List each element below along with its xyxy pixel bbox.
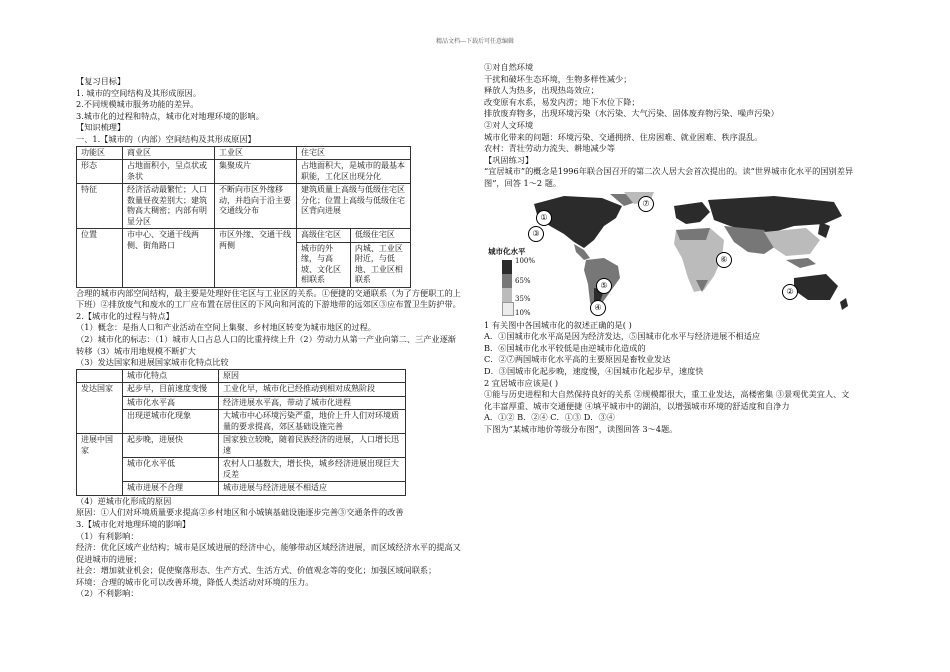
text-line: ①能与历史进程和大自然保持良好的关系 ②规模都很大，重工业发达，高楼密集 ③景观优美宜人、文 xyxy=(484,389,850,400)
table-cell: 出现逆城市化现象 xyxy=(123,410,219,434)
table-row xyxy=(77,396,406,410)
legend-swatch-mid-low xyxy=(502,288,512,302)
table-cell: 建筑质量上高级与低级住宅区分化；位置上高级与低级住宅区背向进展 xyxy=(297,184,411,229)
urban-structure-table xyxy=(76,146,411,288)
table-cell: 商业区 xyxy=(123,146,215,160)
text-line: 3.城市化的过程和特点，城市化对地理环境的影响。 xyxy=(76,110,264,121)
table-cell: 经济进展水平高，带动了城市化进程 xyxy=(219,396,406,410)
table-cell: 集聚成片 xyxy=(215,160,297,184)
table-row xyxy=(77,369,406,383)
text-line: 2 宜居城市应该是( ) xyxy=(484,377,559,388)
table-row xyxy=(77,229,411,243)
legend-label: 35% xyxy=(515,294,531,303)
table-cell: 住宅区 xyxy=(297,146,411,160)
legend-swatch-high xyxy=(502,260,512,274)
table-cell: 城市进展不合理 xyxy=(123,482,219,496)
table-cell: 农村人口基数大，增长快，城乡经济进展出现巨大反差 xyxy=(219,458,406,482)
right-column xyxy=(484,62,884,435)
table-row xyxy=(77,410,406,434)
text-line: ②对人文环境 xyxy=(484,119,534,130)
text-line: 释放人为热多，出现热岛效应； xyxy=(484,85,599,96)
table-cell: 城市化特点 xyxy=(123,369,219,383)
table-cell: 工业区 xyxy=(215,146,297,160)
text-line: 原因：①人们对环境质量要求提高②乡村地区和小城镇基础设施逐步完善③交通条件的改善 xyxy=(76,507,404,518)
table-cell: 内城、工业区附近，与低地、工业区相联系 xyxy=(350,242,410,287)
text-line: （4）逆城市化形成的原因 xyxy=(76,495,172,506)
table-cell: 位置 xyxy=(77,229,123,288)
table-cell: 起步早，目前速度变慢 xyxy=(123,383,219,397)
text-line: 城市化带来的问题：环境污染、交通拥挤、住房困难、就业困难、秩序混乱。 xyxy=(484,131,763,142)
world-urbanization-map xyxy=(484,192,884,318)
table-cell: 城市的外缘，与高坡、文化区相联系 xyxy=(297,242,351,287)
text-line: 下图为“某城市地价等级分布图”，读图回答 3～4题。 xyxy=(484,423,678,434)
text-line: 干扰和破坏生态环境，生物多样性减少； xyxy=(484,73,632,84)
map-marker-1: ① xyxy=(536,210,552,226)
urbanization-comparison-table xyxy=(76,369,406,496)
table-row xyxy=(77,184,411,229)
text-line: （2）不利影响： xyxy=(76,588,139,599)
table-row xyxy=(77,434,406,458)
page-header: 精品文档---下载后可任意编辑 xyxy=(435,38,515,45)
table-row xyxy=(77,146,411,160)
text-line: 【知识梳理】 xyxy=(76,122,126,133)
table-cell: 城市化水平低 xyxy=(123,458,219,482)
table-cell: 功能区 xyxy=(77,146,123,160)
text-line: 一、1.【城市的（内部）空间结构及其形成原因】 xyxy=(76,133,256,144)
text-line: 经济：优化区域产业结构；城市是区域进展的经济中心，能够带动区域经济进展，而区域经济水平的提高又 xyxy=(76,542,461,553)
table-cell: 发达国家 xyxy=(77,383,123,434)
table-cell: 进展中国家 xyxy=(77,434,123,496)
table-cell: 低级住宅区 xyxy=(350,229,410,243)
text-line: ①对自然环境 xyxy=(484,62,534,72)
map-marker-4: ④ xyxy=(590,300,606,316)
map-marker-3: ③ xyxy=(528,226,544,242)
table-cell: 原因 xyxy=(219,369,406,383)
text-line: （1）概念：是指人口和产业活动在空间上集聚、乡村地区转变为城市地区的过程。 xyxy=(76,322,376,333)
text-line: B．⑥国城市化水平较低是由逆城市化造成的 xyxy=(484,342,646,353)
map-legend-title: 城市化水平 xyxy=(488,246,526,256)
table-cell: 经济活动最繁忙；人口数量昼夜差别大；建筑物高大稠密；内部有明显分区 xyxy=(123,184,215,229)
table-cell: 特征 xyxy=(77,184,123,229)
text-line: 化丰富厚重、城市交通便捷 ④填平城市中的湖泊，以增强城市环境的舒适度和自净力 xyxy=(484,400,790,411)
text-line: 1. 城市的空间结构及其形成原因。 xyxy=(76,87,202,98)
legend-label: 65% xyxy=(515,276,531,285)
legend-label: 10% xyxy=(515,308,531,317)
table-cell: 大城市中心环境污染严重，地价上升人们对环境质量的要求提高，郊区基础设施完善 xyxy=(219,410,406,434)
text-line: 【复习目标】 xyxy=(76,76,126,86)
table-cell: 市中心、交通干线两侧、街角路口 xyxy=(123,229,215,288)
text-line: D．③国城市化起步晚，速度慢，④国城市化起步早，速度快 xyxy=(484,365,704,376)
left-column xyxy=(76,76,468,600)
table-cell: 起步晚，进展快 xyxy=(123,434,219,458)
map-marker-5: ⑤ xyxy=(596,278,612,294)
table-row xyxy=(77,383,406,397)
text-line: 环境：合理的城市化可以改善环境，降低人类活动对环境的压力。 xyxy=(76,576,314,587)
text-line: 社会：增加就业机会；促使聚落形态、生产方式、生活方式、价值观念等的变化；加强区域间联系； xyxy=(76,565,437,576)
table-row xyxy=(77,458,406,482)
table-cell: 市区外缘、交通干线两侧 xyxy=(215,229,297,288)
text-line: 排放废弃物多，出现环境污染（水污染、大气污染、固体废弃物污染、噪声污染） xyxy=(484,108,779,119)
text-line: 图”，回答 1～2 题。 xyxy=(484,177,562,188)
table-cell: 高级住宅区 xyxy=(297,229,351,243)
legend-swatch-mid-high xyxy=(502,274,512,288)
text-line: 1 有关图中各国城市化的叙述正确的是( ) xyxy=(484,319,632,330)
text-line: 下班）②排放废气和废水的工厂应布置在居住区的下风向和河流的下游地带的远郊区③应布置卫生防护带。 xyxy=(76,299,461,310)
table-row xyxy=(77,160,411,184)
text-line: （1）有利影响： xyxy=(76,530,139,541)
text-line: “宜居城市”的概念是1996年联合国召开的第二次人居大会首次提出的。读“世界城市化水平的国别差异 xyxy=(484,166,854,177)
text-line: 合理的城市内部空间结构，最主要是处理好住宅区与工业区的关系。①便捷的交通联系（为了方便职工的上 xyxy=(76,287,461,298)
table-cell: 占地面积小，呈点状或条状 xyxy=(123,160,215,184)
text-line: 促进城市的进展； xyxy=(76,553,142,564)
text-line: （2）城市化的标志：（1）城市人口占总人口的比重持续上升（2）劳动力从第一产业向第二、三产业逐渐 xyxy=(76,333,456,344)
text-line: A．①② B．②④ C．①③ D．③④ xyxy=(484,412,615,423)
text-line: 【巩固练习】 xyxy=(484,154,534,165)
table-cell: 占地面积大，是城市的最基本职能，工化区出现分化 xyxy=(297,160,411,184)
table-cell xyxy=(77,369,123,383)
world-map-graphic xyxy=(524,192,854,318)
text-line: 转移（3）城市用地规模不断扩大 xyxy=(76,345,196,356)
text-line: C．②⑦两国城市化水平高的主要原因是畜牧业发达 xyxy=(484,354,671,365)
text-line: 改变原有水系，易发内涝；地下水位下降； xyxy=(484,96,640,107)
text-line: （3）发达国家和进展国家城市化特点比较 xyxy=(76,357,229,368)
text-line: 2.不同规模城市服务功能的差异。 xyxy=(76,99,199,110)
text-line: 农村：青壮劳动力流失、耕地减少等 xyxy=(484,143,616,154)
text-line: 2.【城市化的过程与特点】 xyxy=(76,310,174,321)
map-marker-6: ⑥ xyxy=(716,252,732,268)
table-cell: 工业化早，城市化已经推动到相对成熟阶段 xyxy=(219,383,406,397)
map-marker-7: ⑦ xyxy=(638,196,654,212)
table-cell: 国家独立较晚，随着民族经济的进展，人口增长迅速 xyxy=(219,434,406,458)
legend-swatch-low xyxy=(502,302,514,316)
map-marker-2: ② xyxy=(782,284,798,300)
table-cell: 不断向市区外缘移动，并趋向于沿主要交通线分布 xyxy=(215,184,297,229)
text-line: 3.【城市化对地理环境的影响】 xyxy=(76,518,191,529)
table-cell: 城市化水平高 xyxy=(123,396,219,410)
table-cell: 形态 xyxy=(77,160,123,184)
text-line: A．①国城市化水平高是因为经济发达，⑤国城市化水平与经济进展不相适应 xyxy=(484,331,761,342)
table-row xyxy=(77,482,406,496)
table-cell: 城市进展与经济进展不相适应 xyxy=(219,482,406,496)
legend-label: 100% xyxy=(515,256,536,265)
